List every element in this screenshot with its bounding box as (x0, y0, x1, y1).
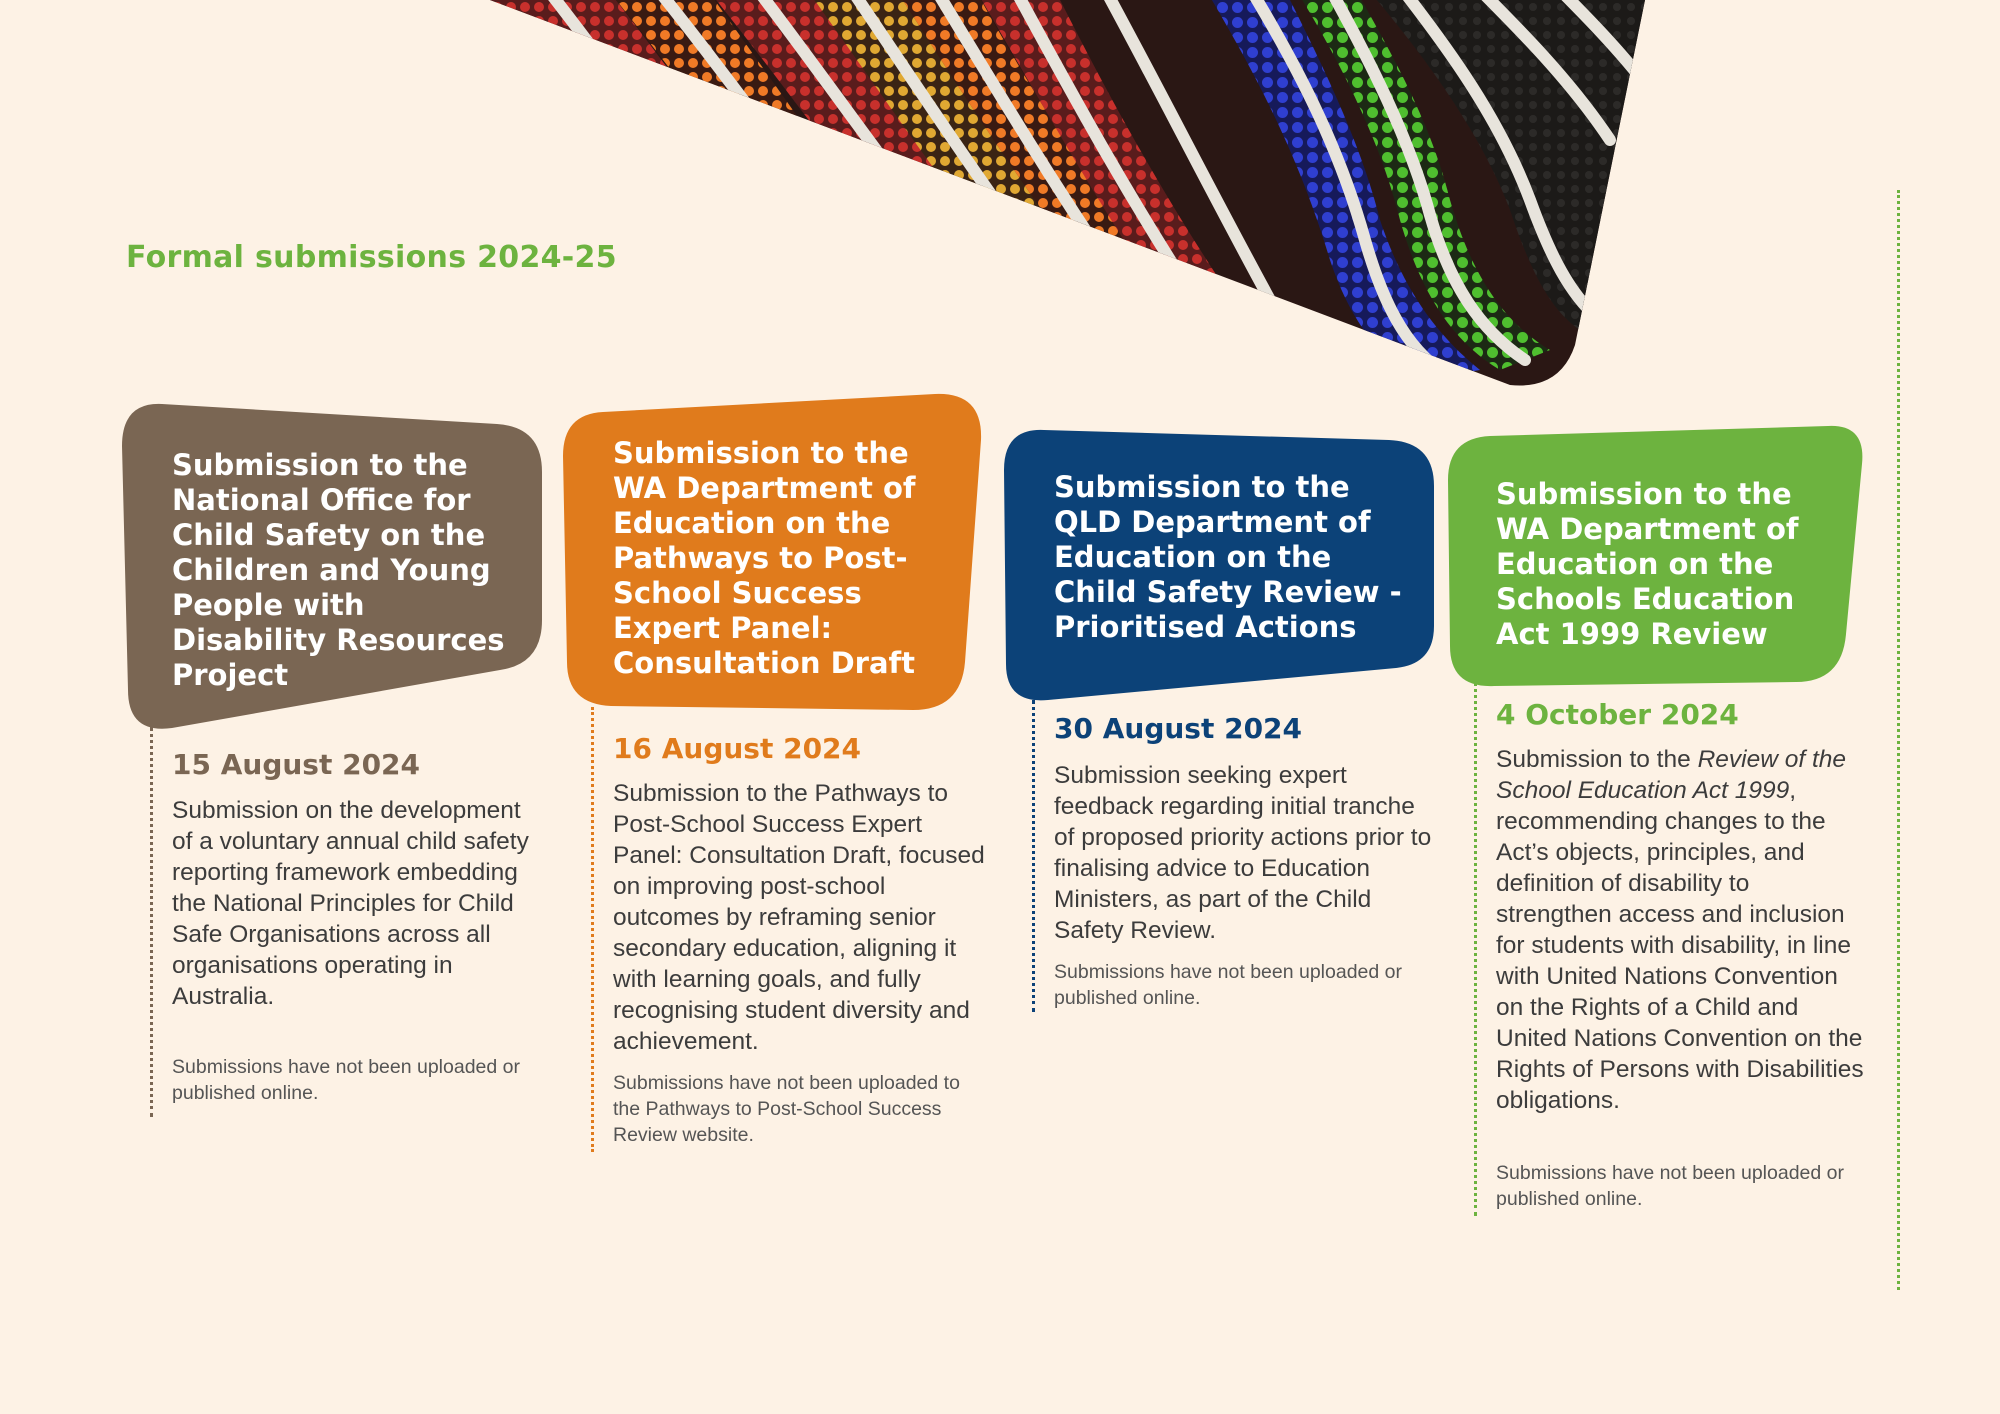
submission-card-3 (1004, 428, 1444, 1028)
submission-note: Submissions have not been uploaded or published online. (1054, 961, 1402, 1009)
submission-note: Submissions have not been uploaded to the Pathways to Post-School Success Review website. (613, 1072, 960, 1146)
submission-date: 4 October 2024 (1496, 698, 1739, 731)
description-prefix: Submission to the (1496, 746, 1698, 773)
submission-card-4 (1446, 424, 1866, 1214)
dotted-connector (1032, 700, 1035, 1012)
dotted-connector (591, 707, 594, 1152)
submission-description: Submission seeking expert feedback regarding initial tranche of proposed priority actions prior to finalising advice to Education Ministers, as part of the Child Safety Review. (1054, 762, 1432, 944)
submission-date: 30 August 2024 (1054, 712, 1303, 745)
dotted-connector (150, 727, 153, 1117)
description-italic-title: Review of the School Education Act 1999 (1496, 746, 1846, 804)
dotted-connector (1474, 682, 1477, 1216)
right-dotted-divider (1897, 190, 1900, 1290)
submission-title: Submission to the National Office for Child Safety on the Children and Young People with Disability Resources Project (172, 448, 505, 692)
submission-description (1496, 744, 1866, 1116)
submission-title: Submission to the WA Department of Education on the Schools Education Act 1999 Review (1496, 477, 1799, 651)
submission-card-2 (563, 392, 993, 1172)
aboriginal-dot-painting-artwork (0, 0, 2000, 400)
submission-title: Submission to the QLD Department of Education on the Child Safety Review - Prioritised Actions (1054, 470, 1402, 644)
submission-date: 16 August 2024 (613, 732, 862, 765)
submission-title: Submission to the WA Department of Education on the Pathways to Post-School Success Expert Panel: Consultation Draft (613, 436, 916, 680)
page-title: Formal submissions 2024-25 (126, 240, 617, 275)
submission-note: Submissions have not been uploaded or published online. (1496, 1162, 1844, 1210)
submission-description: Submission on the development of a voluntary annual child safety reporting framework embedding the National Principles for Child Safe Organisations across all organisations operating in Australia. (172, 797, 529, 1010)
submission-card-1 (122, 402, 552, 1122)
description-suffix: , recommending changes to the Act’s objects, principles, and definition of disability to strengthen access and inclusion for students with disability, in line with United Nations Convention on the Rights of a Child and United Nations Convention on the Rights of Persons with Disabilities obligations. (1496, 777, 1864, 1114)
submission-date: 15 August 2024 (172, 748, 421, 781)
submission-note: Submissions have not been uploaded or published online. (172, 1056, 520, 1104)
submission-description: Submission to the Pathways to Post-School Success Expert Panel: Consultation Draft, focused on improving post-school outcomes by reframing senior secondary education, aligning it with learning goals, and fully recognising student diversity and achievement. (613, 780, 985, 1055)
